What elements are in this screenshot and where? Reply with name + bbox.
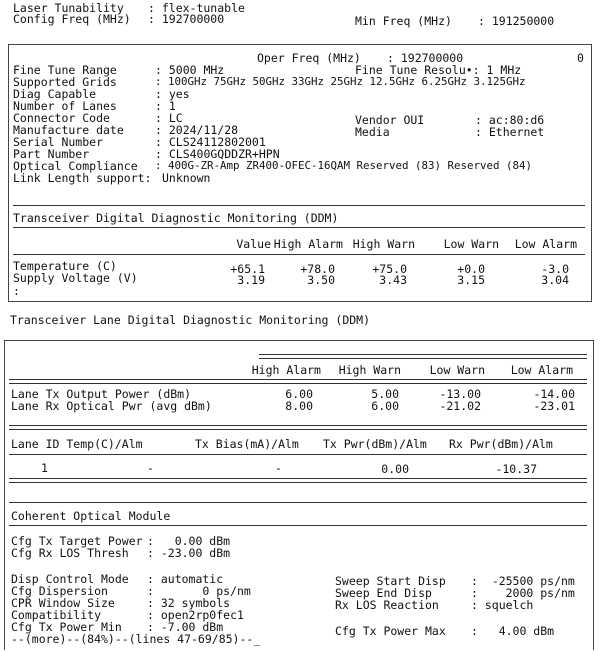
thresh-header: High Warn (338, 363, 401, 377)
divider (9, 525, 587, 526)
media-label: Media (355, 125, 390, 139)
ddm-cell: +0.0 (457, 262, 485, 276)
divider (13, 254, 585, 255)
setting-label: Disp Control Mode (11, 572, 129, 586)
cfg-value: : -23.00 dBm (147, 546, 231, 560)
ddm-header: Value (236, 237, 271, 251)
setting-value: : open2rp0fec1 (147, 608, 244, 622)
ddm-cell: -3.0 (541, 262, 569, 276)
setting-label: Sweep End Disp (335, 586, 432, 600)
setting-label: Rx LOS Reaction (335, 598, 439, 612)
transceiver-info-panel (8, 44, 592, 302)
coherent-module-title: Coherent Optical Module (11, 509, 171, 523)
setting-value: : squelch (471, 598, 534, 612)
terminal-cursor: _ (253, 632, 261, 646)
config-freq-value: : 192700000 (148, 12, 225, 26)
oper-freq-label: Oper Freq (MHz) (257, 51, 361, 65)
thresh-cell: -21.02 (439, 399, 481, 413)
info-label: Fine Tune Range (13, 63, 117, 77)
setting-value: : automatic (147, 572, 224, 586)
divider (13, 227, 585, 228)
ddm-cell: 3.04 (541, 273, 569, 287)
stray-colon: : (13, 284, 20, 298)
ddm-cell: +75.0 (372, 262, 407, 276)
thresh-header: High Alarm (251, 363, 321, 377)
info-value: : CLS400GQDDZR+HPN (155, 147, 280, 161)
lane-rx-pwr: -10.37 (495, 462, 537, 476)
lane-tx-pwr: 0.00 (381, 462, 409, 476)
thresh-row-label: Lane Tx Output Power (dBm) (11, 387, 192, 401)
lane-ddm-panel (4, 340, 594, 650)
min-freq-label: Min Freq (MHz) (355, 14, 452, 28)
corner-digit: 0 (577, 51, 584, 65)
setting-label: Compatibility (11, 608, 102, 622)
ddm-cell: 3.43 (379, 273, 407, 287)
ddm-cell: 3.15 (457, 273, 485, 287)
lane-id: 1 (41, 461, 48, 475)
more-prompt[interactable] (11, 633, 260, 645)
laser-tunability-label: Laser Tunability (13, 1, 124, 15)
info-value: : 100GHz 75GHz 50GHz 33GHz 25GHz 12.5GHz 6.25GHz 3.125GHz (155, 75, 526, 88)
info-label: Serial Number (13, 135, 104, 149)
laser-tunability-value: : flex-tunable (148, 1, 245, 15)
double-divider (9, 425, 587, 430)
info-value: : yes (155, 87, 190, 101)
cfg-label: Cfg Tx Target Power (11, 534, 143, 548)
thresh-header: Low Alarm (510, 363, 573, 377)
info-label: Manufacture date (13, 123, 124, 137)
oper-freq-value: : 192700000 (387, 51, 464, 65)
info-value: : 1 (155, 99, 176, 113)
info-value: : 5000 MHz (155, 63, 225, 77)
setting-label: CPR Window Size (11, 596, 115, 610)
divider (9, 502, 587, 503)
ddm-header: Low Warn (443, 237, 499, 251)
ddm-title: Transceiver Digital Diagnostic Monitoring (DDM) (13, 211, 339, 225)
thresh-cell: 6.00 (371, 399, 399, 413)
ddm-header: Low Alarm (514, 237, 577, 251)
ddm-header: High Alarm (273, 237, 343, 251)
lane-ddm-title: Transceiver Lane Digital Diagnostic Monitoring (DDM) (10, 313, 371, 327)
ddm-cell: 3.50 (307, 273, 335, 287)
info-label: Part Number (13, 147, 90, 161)
setting-value: : 0 ps/nm (147, 584, 251, 598)
lane-header: Tx Bias(mA)/Alm (195, 437, 299, 451)
lane-bias: - (275, 461, 282, 475)
divider (9, 454, 587, 455)
thresh-header: Low Warn (429, 363, 485, 377)
info-value: : 400G-ZR-Amp ZR400-OFEC-16QAM Reserved (83) Reserved (84) (155, 159, 533, 172)
setting-value: : -7.00 dBm (147, 620, 224, 634)
thresh-cell: 8.00 (285, 399, 313, 413)
lane-temp: - (147, 461, 154, 475)
thresh-cell: -23.01 (533, 399, 575, 413)
ddm-cell: 3.19 (237, 273, 265, 287)
thresh-cell: -13.00 (439, 387, 481, 401)
double-divider (259, 354, 587, 359)
setting-label: Cfg Tx Power Max (335, 624, 446, 638)
lane-header: Lane ID Temp(C)/Alm (11, 437, 143, 451)
setting-label: Cfg Tx Power Min (11, 620, 122, 634)
media-value: : Ethernet (475, 125, 545, 139)
setting-value: : 4.00 dBm (471, 624, 555, 638)
divider (13, 205, 585, 206)
info-value: : 2024/11/28 (155, 123, 239, 137)
info-label: Link Length support: (13, 171, 152, 185)
min-freq-value: : 191250000 (478, 14, 555, 28)
setting-label: Cfg Dispersion (11, 584, 108, 598)
info-value: : LC (155, 111, 183, 125)
thresh-row-label: Lane Rx Optical Pwr (avg dBm) (11, 399, 212, 413)
setting-value: : 32 symbols (147, 596, 231, 610)
cfg-label: Cfg Rx LOS Thresh (11, 546, 129, 560)
setting-label: Sweep Start Disp (335, 574, 446, 588)
thresh-cell: 6.00 (285, 387, 313, 401)
setting-value: : 2000 ps/nm (471, 586, 575, 600)
config-freq-label: Config Freq (MHz) (13, 12, 131, 26)
fine-tune-resolution: Fine Tune Resolu•: 1 MHz (355, 63, 522, 77)
ddm-cell: +65.1 (230, 262, 265, 276)
setting-value: : -25500 ps/nm (471, 574, 575, 588)
info-label: Number of Lanes (13, 99, 117, 113)
info-label: Diag Capable (13, 87, 97, 101)
lane-header: Rx Pwr(dBm)/Alm (449, 437, 553, 451)
lane-header: Tx Pwr(dBm)/Alm (323, 437, 427, 451)
ddm-header: High Warn (352, 237, 415, 251)
ddm-cell: +78.0 (300, 262, 335, 276)
info-label: Connector Code (13, 111, 110, 125)
ddm-row-label: Temperature (C) (13, 259, 117, 273)
thresh-cell: -14.00 (533, 387, 575, 401)
vendor-oui-label: Vendor OUI (355, 113, 425, 127)
info-label: Optical Compliance (13, 159, 138, 173)
vendor-oui-value: : ac:80:d6 (475, 113, 545, 127)
more-prompt-text: --(more)--(84%)--(lines 47-69/85)-- (11, 632, 254, 646)
thresh-cell: 5.00 (371, 387, 399, 401)
cfg-value: : 0.00 dBm (147, 534, 231, 548)
info-value: Unknown (162, 171, 211, 185)
info-value: : CLS24112802001 (155, 135, 266, 149)
double-divider (9, 478, 587, 483)
info-label: Supported Grids (13, 75, 117, 89)
ddm-row-label: Supply Voltage (V) (13, 271, 138, 285)
double-divider (9, 379, 587, 384)
